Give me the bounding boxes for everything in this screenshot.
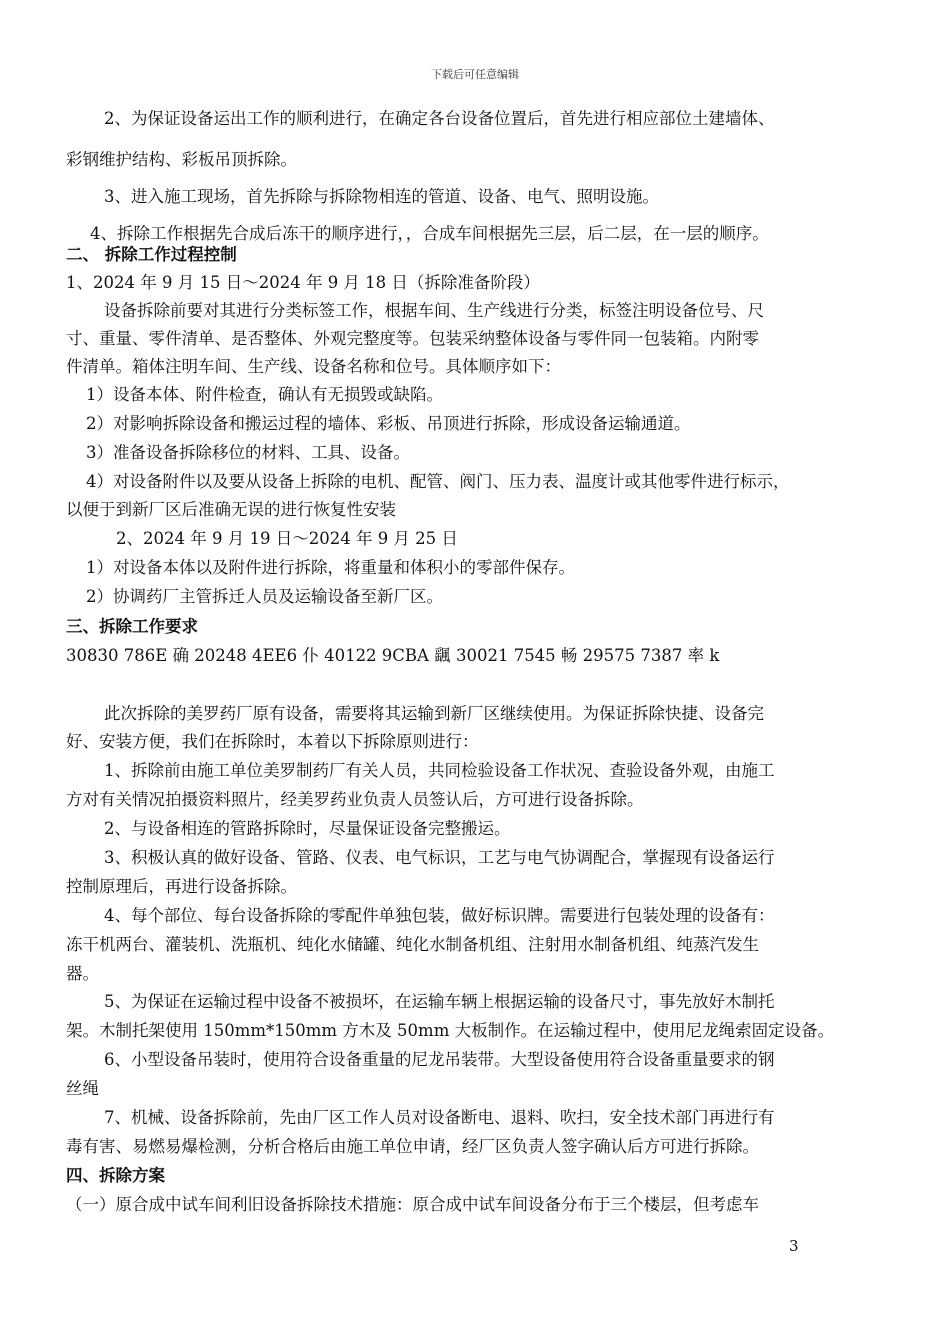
text-line: 毒有害、易燃易爆检测，分析合格后由施工单位申请，经厂区负责人签字确认后方可进行拆除。 [66, 1137, 759, 1156]
text-line: 3、积极认真的做好设备、管路、仪表、电气标识，工艺与电气协调配合，掌握现有设备运行 [104, 848, 775, 867]
text-line: 2）对影响拆除设备和搬运过程的墙体、彩板、吊顶进行拆除，形成设备运输通道。 [86, 414, 691, 433]
text-line: 方对有关情况拍摄资料照片，经美罗药业负责人员签认后，方可进行设备拆除。 [66, 790, 644, 809]
text-line: 5、为保证在运输过程中设备不被损坏，在运输车辆上根据运输的设备尺寸，事先放好木制托 [104, 992, 775, 1011]
text-line: 4、每个部位、每台设备拆除的零配件单独包装，做好标识牌。需要进行包装处理的设备有： [104, 906, 775, 925]
text-line: 此次拆除的美罗药厂原有设备，需要将其运输到新厂区继续使用。为保证拆除快捷、设备完 [104, 704, 764, 723]
text-line: 器。 [66, 964, 99, 983]
text-line: 4、拆除工作根据先合成后冻干的顺序进行，，合成车间根据先三层，后二层，在一层的顺序。 [90, 224, 769, 243]
section-heading: 三、拆除工作要求 [66, 617, 198, 636]
text-line: 3、进入施工现场，首先拆除与拆除物相连的管道、设备、电气、照明设施。 [104, 187, 659, 206]
text-line: 30830 786E 确 20248 4EE6 仆 40122 9CBA 颻 30021 7545 畅 29575 7387 率 k [66, 646, 720, 665]
header-note: 下载后可任意编辑 [431, 68, 519, 81]
text-line: 丝绳 [66, 1079, 99, 1098]
text-line: 彩钢维护结构、彩板吊顶拆除。 [66, 150, 297, 169]
text-line: 1、2024 年 9 月 15 日～2024 年 9 月 18 日（拆除准备阶段） [66, 273, 540, 292]
text-line: 好、安装方便，我们在拆除时，本着以下拆除原则进行： [66, 732, 479, 751]
text-line: 2、2024 年 9 月 19 日～2024 年 9 月 25 日 [116, 529, 458, 548]
section-heading: 四、拆除方案 [66, 1166, 165, 1185]
text-line: 2、与设备相连的管路拆除时，尽量保证设备完整搬运。 [104, 819, 511, 838]
text-line: 1、拆除前由施工单位美罗制药厂有关人员，共同检验设备工作状况、查验设备外观，由施工 [104, 761, 775, 780]
text-line: 寸、重量、零件清单、是否整体、外观完整度等。包装采纳整体设备与零件同一包装箱。内附零 [66, 329, 759, 348]
text-line: 控制原理后，再进行设备拆除。 [66, 877, 297, 896]
text-line: 架。木制托架使用 150mm*150mm 方木及 50mm 大板制作。在运输过程中，使用尼龙绳索固定设备。 [66, 1021, 835, 1040]
text-line: 1）对设备本体以及附件进行拆除，将重量和体积小的零部件保存。 [86, 558, 575, 577]
text-line: 冻干机两台、灌装机、洗瓶机、纯化水储罐、纯化水制备机组、注射用水制备机组、纯蒸汽发生 [66, 935, 759, 954]
text-line: 件清单。箱体注明车间、生产线、设备名称和位号。具体顺序如下： [66, 357, 561, 376]
text-line: （一）原合成中试车间利旧设备拆除技术措施：原合成中试车间设备分布于三个楼层，但考虑车 [66, 1195, 759, 1214]
text-line: 1）设备本体、附件检查，确认有无损毁或缺陷。 [86, 385, 443, 404]
section-heading: 二、 拆除工作过程控制 [66, 245, 237, 264]
text-line: 设备拆除前要对其进行分类标签工作，根据车间、生产线进行分类，标签注明设备位号、尺 [104, 301, 764, 320]
text-line: 2）协调药厂主管拆迁人员及运输设备至新厂区。 [86, 587, 443, 606]
page-number: 3 [789, 1237, 799, 1255]
text-line: 6、小型设备吊装时，使用符合设备重量的尼龙吊装带。大型设备使用符合设备重量要求的钢 [104, 1050, 775, 1069]
text-line: 以便于到新厂区后准确无误的进行恢复性安装 [66, 500, 396, 519]
text-line: 3）准备设备拆除移位的材料、工具、设备。 [86, 443, 410, 462]
text-line: 4）对设备附件以及要从设备上拆除的电机、配管、阀门、压力表、温度计或其他零件进行标示， [86, 472, 790, 491]
text-line: 7、机械、设备拆除前，先由厂区工作人员对设备断电、退料、吹扫，安全技术部门再进行有 [104, 1108, 775, 1127]
text-line: 2、为保证设备运出工作的顺利进行，在确定各台设备位置后，首先进行相应部位土建墙体、 [104, 109, 775, 128]
